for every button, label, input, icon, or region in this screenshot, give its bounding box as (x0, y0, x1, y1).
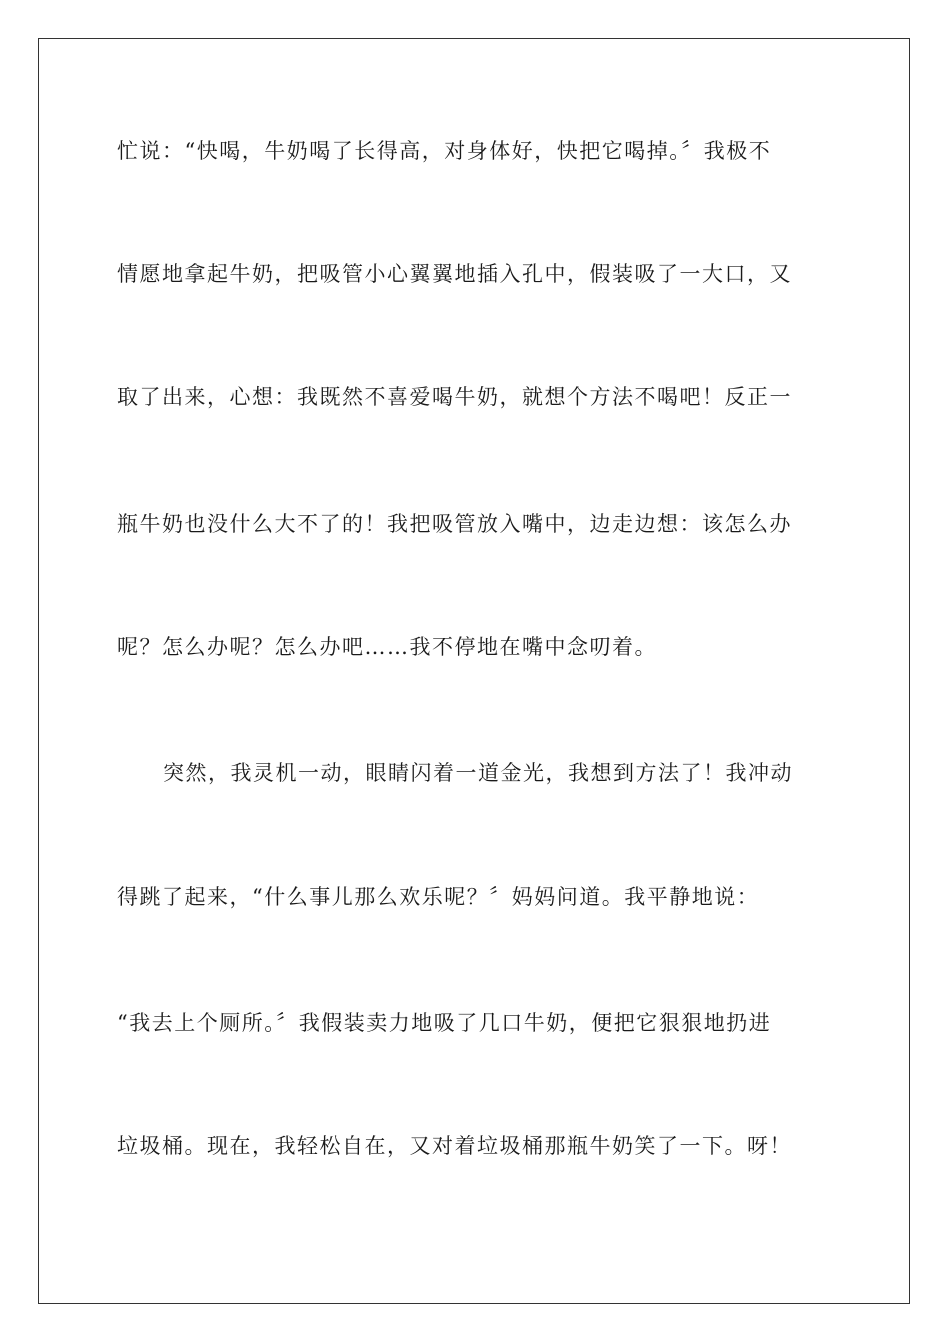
paragraph-first-line: 突然，我灵机一动，眼睛闪着一道金光，我想到方法了！我冲动 (163, 761, 793, 785)
page-frame (38, 38, 910, 1304)
text-line: 情愿地拿起牛奶，把吸管小心翼翼地插入孔中，假装吸了一大口，又 (117, 262, 792, 286)
text-line: “我去上个厕所。〞我假装卖力地吸了几口牛奶，便把它狠狠地扔进 (117, 1011, 772, 1035)
text-line: 忙说：“快喝，牛奶喝了长得高，对身体好，快把它喝掉。〞我极不 (117, 139, 772, 163)
text-line: 瓶牛奶也没什么大不了的！我把吸管放入嘴中，边走边想：该怎么办 (117, 512, 792, 536)
text-line: 呢？怎么办呢？怎么办吧……我不停地在嘴中念叨着。 (117, 635, 657, 659)
text-line: 得跳了起来，“什么事儿那么欢乐呢？〞妈妈问道。我平静地说： (117, 885, 760, 909)
text-line: 取了出来，心想：我既然不喜爱喝牛奶，就想个方法不喝吧！反正一 (117, 385, 792, 409)
text-line: 垃圾桶。现在，我轻松自在，又对着垃圾桶那瓶牛奶笑了一下。呀！ (117, 1134, 792, 1158)
